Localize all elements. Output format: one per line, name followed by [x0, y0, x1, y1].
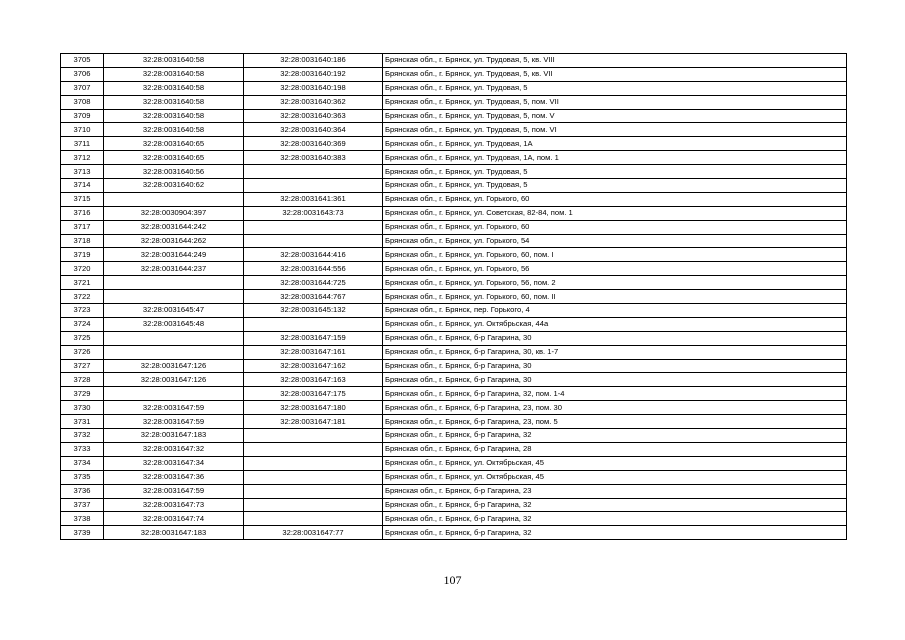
row-number-cell: 3708	[61, 95, 104, 109]
land-plot-cadastral-number-cell	[104, 192, 244, 206]
object-cadastral-number-cell	[244, 234, 383, 248]
land-plot-cadastral-number-cell	[104, 331, 244, 345]
object-cadastral-number-cell: 32:28:0031640:383	[244, 151, 383, 165]
land-plot-cadastral-number-cell: 32:28:0031644:237	[104, 262, 244, 276]
row-number-cell: 3705	[61, 54, 104, 68]
table-row	[61, 220, 847, 234]
land-plot-cadastral-number-cell: 32:28:0030904:397	[104, 206, 244, 220]
object-cadastral-number-cell: 32:28:0031647:163	[244, 373, 383, 387]
object-cadastral-number-cell: 32:28:0031647:77	[244, 526, 383, 540]
object-cadastral-number-cell: 32:28:0031640:192	[244, 67, 383, 81]
table-row	[61, 526, 847, 540]
address-cell: Брянская обл., г. Брянск, ул. Горького, 54	[383, 234, 847, 248]
land-plot-cadastral-number-cell: 32:28:0031647:126	[104, 373, 244, 387]
object-cadastral-number-cell	[244, 512, 383, 526]
land-plot-cadastral-number-cell: 32:28:0031640:58	[104, 67, 244, 81]
address-cell: Брянская обл., г. Брянск, б-р Гагарина, 30	[383, 359, 847, 373]
object-cadastral-number-cell	[244, 220, 383, 234]
table-row	[61, 401, 847, 415]
table-row	[61, 345, 847, 359]
row-number-cell: 3732	[61, 429, 104, 443]
table-row	[61, 54, 847, 68]
address-cell: Брянская обл., г. Брянск, б-р Гагарина, 30	[383, 331, 847, 345]
address-cell: Брянская обл., г. Брянск, ул. Горького, 56, пом. 2	[383, 276, 847, 290]
address-cell: Брянская обл., г. Брянск, б-р Гагарина, 32	[383, 526, 847, 540]
land-plot-cadastral-number-cell: 32:28:0031644:262	[104, 234, 244, 248]
object-cadastral-number-cell	[244, 179, 383, 193]
row-number-cell: 3738	[61, 512, 104, 526]
table-row	[61, 192, 847, 206]
object-cadastral-number-cell: 32:28:0031647:162	[244, 359, 383, 373]
land-plot-cadastral-number-cell: 32:28:0031640:56	[104, 165, 244, 179]
row-number-cell: 3731	[61, 415, 104, 429]
land-plot-cadastral-number-cell	[104, 345, 244, 359]
address-cell: Брянская обл., г. Брянск, б-р Гагарина, 28	[383, 442, 847, 456]
row-number-cell: 3716	[61, 206, 104, 220]
row-number-cell: 3729	[61, 387, 104, 401]
address-cell: Брянская обл., г. Брянск, ул. Горького, 60	[383, 220, 847, 234]
row-number-cell: 3722	[61, 290, 104, 304]
table-row	[61, 456, 847, 470]
object-cadastral-number-cell: 32:28:0031644:725	[244, 276, 383, 290]
row-number-cell: 3726	[61, 345, 104, 359]
address-cell: Брянская обл., г. Брянск, б-р Гагарина, 30	[383, 373, 847, 387]
row-number-cell: 3735	[61, 470, 104, 484]
object-cadastral-number-cell: 32:28:0031640:362	[244, 95, 383, 109]
address-cell: Брянская обл., г. Брянск, б-р Гагарина, 32	[383, 429, 847, 443]
land-plot-cadastral-number-cell: 32:28:0031647:74	[104, 512, 244, 526]
land-plot-cadastral-number-cell: 32:28:0031640:58	[104, 123, 244, 137]
land-plot-cadastral-number-cell: 32:28:0031645:47	[104, 304, 244, 318]
land-plot-cadastral-number-cell: 32:28:0031647:183	[104, 526, 244, 540]
row-number-cell: 3715	[61, 192, 104, 206]
registry-table	[60, 53, 847, 540]
land-plot-cadastral-number-cell: 32:28:0031640:58	[104, 81, 244, 95]
land-plot-cadastral-number-cell	[104, 290, 244, 304]
registry-table-body	[61, 54, 847, 540]
address-cell: Брянская обл., г. Брянск, ул. Трудовая, 5, кв. VIII	[383, 54, 847, 68]
address-cell: Брянская обл., г. Брянск, ул. Трудовая, 5	[383, 81, 847, 95]
land-plot-cadastral-number-cell: 32:28:0031640:58	[104, 54, 244, 68]
row-number-cell: 3717	[61, 220, 104, 234]
row-number-cell: 3707	[61, 81, 104, 95]
object-cadastral-number-cell	[244, 484, 383, 498]
land-plot-cadastral-number-cell	[104, 387, 244, 401]
object-cadastral-number-cell: 32:28:0031645:132	[244, 304, 383, 318]
table-row	[61, 429, 847, 443]
object-cadastral-number-cell	[244, 165, 383, 179]
address-cell: Брянская обл., г. Брянск, б-р Гагарина, 32, пом. 1-4	[383, 387, 847, 401]
object-cadastral-number-cell	[244, 317, 383, 331]
row-number-cell: 3734	[61, 456, 104, 470]
land-plot-cadastral-number-cell: 32:28:0031645:48	[104, 317, 244, 331]
object-cadastral-number-cell: 32:28:0031640:198	[244, 81, 383, 95]
row-number-cell: 3706	[61, 67, 104, 81]
object-cadastral-number-cell: 32:28:0031647:161	[244, 345, 383, 359]
land-plot-cadastral-number-cell: 32:28:0031644:242	[104, 220, 244, 234]
object-cadastral-number-cell: 32:28:0031641:361	[244, 192, 383, 206]
table-row	[61, 262, 847, 276]
object-cadastral-number-cell: 32:28:0031640:363	[244, 109, 383, 123]
table-row	[61, 512, 847, 526]
address-cell: Брянская обл., г. Брянск, б-р Гагарина, 23	[383, 484, 847, 498]
land-plot-cadastral-number-cell: 32:28:0031647:59	[104, 484, 244, 498]
table-row	[61, 442, 847, 456]
object-cadastral-number-cell: 32:28:0031644:767	[244, 290, 383, 304]
row-number-cell: 3719	[61, 248, 104, 262]
object-cadastral-number-cell: 32:28:0031643:73	[244, 206, 383, 220]
object-cadastral-number-cell	[244, 498, 383, 512]
table-row	[61, 109, 847, 123]
table-row	[61, 498, 847, 512]
object-cadastral-number-cell: 32:28:0031647:180	[244, 401, 383, 415]
address-cell: Брянская обл., г. Брянск, ул. Советская, 82-84, пом. 1	[383, 206, 847, 220]
object-cadastral-number-cell: 32:28:0031647:181	[244, 415, 383, 429]
address-cell: Брянская обл., г. Брянск, б-р Гагарина, 30, кв. 1-7	[383, 345, 847, 359]
table-row	[61, 67, 847, 81]
address-cell: Брянская обл., г. Брянск, ул. Трудовая, 5, пом. VII	[383, 95, 847, 109]
address-cell: Брянская обл., г. Брянск, ул. Трудовая, 5, кв. VII	[383, 67, 847, 81]
table-row	[61, 81, 847, 95]
row-number-cell: 3725	[61, 331, 104, 345]
table-row	[61, 95, 847, 109]
row-number-cell: 3724	[61, 317, 104, 331]
table-row	[61, 470, 847, 484]
table-row	[61, 248, 847, 262]
address-cell: Брянская обл., г. Брянск, ул. Трудовая, 5, пом. VI	[383, 123, 847, 137]
row-number-cell: 3713	[61, 165, 104, 179]
table-row	[61, 151, 847, 165]
object-cadastral-number-cell: 32:28:0031640:186	[244, 54, 383, 68]
address-cell: Брянская обл., г. Брянск, ул. Трудовая, 5	[383, 165, 847, 179]
address-cell: Брянская обл., г. Брянск, ул. Трудовая, 5	[383, 179, 847, 193]
object-cadastral-number-cell	[244, 470, 383, 484]
table-row	[61, 137, 847, 151]
land-plot-cadastral-number-cell: 32:28:0031640:65	[104, 151, 244, 165]
table-row	[61, 179, 847, 193]
row-number-cell: 3712	[61, 151, 104, 165]
table-row	[61, 290, 847, 304]
row-number-cell: 3739	[61, 526, 104, 540]
land-plot-cadastral-number-cell: 32:28:0031647:32	[104, 442, 244, 456]
address-cell: Брянская обл., г. Брянск, б-р Гагарина, 23, пом. 30	[383, 401, 847, 415]
row-number-cell: 3711	[61, 137, 104, 151]
land-plot-cadastral-number-cell: 32:28:0031647:126	[104, 359, 244, 373]
object-cadastral-number-cell: 32:28:0031647:175	[244, 387, 383, 401]
object-cadastral-number-cell: 32:28:0031640:369	[244, 137, 383, 151]
table-row	[61, 373, 847, 387]
table-row	[61, 276, 847, 290]
address-cell: Брянская обл., г. Брянск, ул. Горького, 60, пом. I	[383, 248, 847, 262]
address-cell: Брянская обл., г. Брянск, ул. Трудовая, 1А	[383, 137, 847, 151]
table-row	[61, 331, 847, 345]
land-plot-cadastral-number-cell: 32:28:0031640:58	[104, 109, 244, 123]
table-row	[61, 415, 847, 429]
land-plot-cadastral-number-cell	[104, 276, 244, 290]
table-row	[61, 165, 847, 179]
object-cadastral-number-cell	[244, 456, 383, 470]
row-number-cell: 3718	[61, 234, 104, 248]
row-number-cell: 3721	[61, 276, 104, 290]
object-cadastral-number-cell: 32:28:0031647:159	[244, 331, 383, 345]
land-plot-cadastral-number-cell: 32:28:0031647:34	[104, 456, 244, 470]
row-number-cell: 3709	[61, 109, 104, 123]
table-row	[61, 317, 847, 331]
land-plot-cadastral-number-cell: 32:28:0031647:183	[104, 429, 244, 443]
row-number-cell: 3727	[61, 359, 104, 373]
table-row	[61, 206, 847, 220]
row-number-cell: 3714	[61, 179, 104, 193]
address-cell: Брянская обл., г. Брянск, ул. Горького, 56	[383, 262, 847, 276]
address-cell: Брянская обл., г. Брянск, ул. Трудовая, 1А, пом. 1	[383, 151, 847, 165]
table-row	[61, 484, 847, 498]
table-row	[61, 304, 847, 318]
address-cell: Брянская обл., г. Брянск, б-р Гагарина, 23, пом. 5	[383, 415, 847, 429]
address-cell: Брянская обл., г. Брянск, ул. Горького, 60, пом. II	[383, 290, 847, 304]
table-row	[61, 123, 847, 137]
row-number-cell: 3737	[61, 498, 104, 512]
address-cell: Брянская обл., г. Брянск, ул. Октябрьская, 45	[383, 470, 847, 484]
land-plot-cadastral-number-cell: 32:28:0031647:36	[104, 470, 244, 484]
land-plot-cadastral-number-cell: 32:28:0031640:65	[104, 137, 244, 151]
address-cell: Брянская обл., г. Брянск, пер. Горького, 4	[383, 304, 847, 318]
land-plot-cadastral-number-cell: 32:28:0031647:73	[104, 498, 244, 512]
address-cell: Брянская обл., г. Брянск, б-р Гагарина, 32	[383, 498, 847, 512]
address-cell: Брянская обл., г. Брянск, ул. Горького, 60	[383, 192, 847, 206]
object-cadastral-number-cell: 32:28:0031644:416	[244, 248, 383, 262]
row-number-cell: 3728	[61, 373, 104, 387]
land-plot-cadastral-number-cell: 32:28:0031644:249	[104, 248, 244, 262]
object-cadastral-number-cell: 32:28:0031644:556	[244, 262, 383, 276]
land-plot-cadastral-number-cell: 32:28:0031647:59	[104, 415, 244, 429]
object-cadastral-number-cell	[244, 442, 383, 456]
land-plot-cadastral-number-cell: 32:28:0031640:58	[104, 95, 244, 109]
land-plot-cadastral-number-cell: 32:28:0031640:62	[104, 179, 244, 193]
object-cadastral-number-cell: 32:28:0031640:364	[244, 123, 383, 137]
row-number-cell: 3720	[61, 262, 104, 276]
row-number-cell: 3736	[61, 484, 104, 498]
table-row	[61, 359, 847, 373]
page-number: 107	[443, 573, 462, 587]
land-plot-cadastral-number-cell: 32:28:0031647:59	[104, 401, 244, 415]
address-cell: Брянская обл., г. Брянск, б-р Гагарина, 32	[383, 512, 847, 526]
row-number-cell: 3733	[61, 442, 104, 456]
table-row	[61, 234, 847, 248]
object-cadastral-number-cell	[244, 429, 383, 443]
row-number-cell: 3723	[61, 304, 104, 318]
address-cell: Брянская обл., г. Брянск, ул. Октябрьская, 44а	[383, 317, 847, 331]
address-cell: Брянская обл., г. Брянск, ул. Трудовая, 5, пом. V	[383, 109, 847, 123]
row-number-cell: 3730	[61, 401, 104, 415]
address-cell: Брянская обл., г. Брянск, ул. Октябрьская, 45	[383, 456, 847, 470]
table-row	[61, 387, 847, 401]
row-number-cell: 3710	[61, 123, 104, 137]
